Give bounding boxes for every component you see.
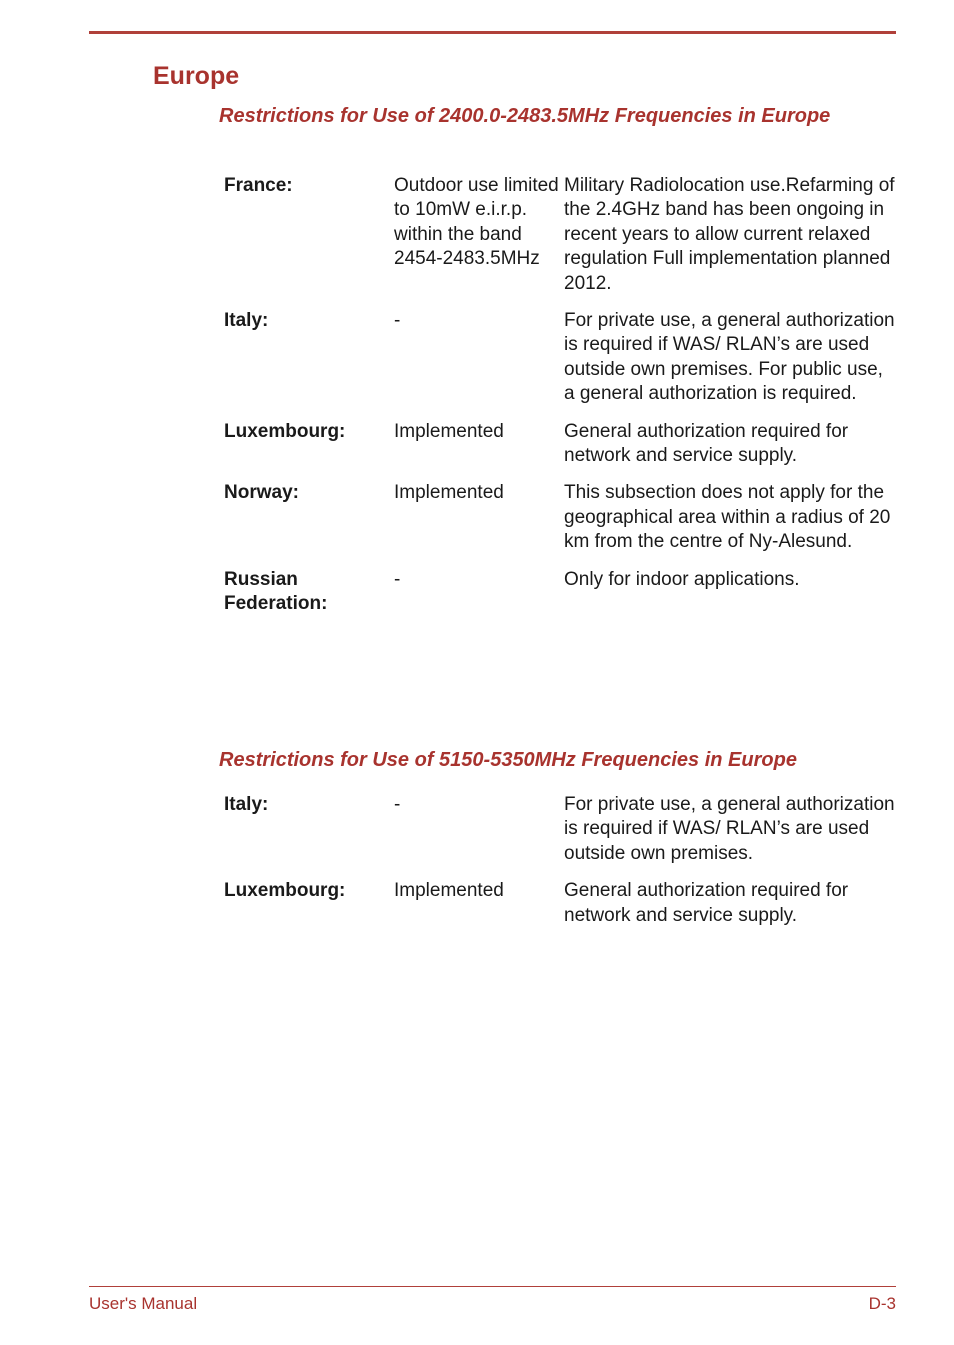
table2-heading: Restrictions for Use of 5150-5350MHz Frequencies in Europe	[219, 749, 797, 771]
note-cell: Only for indoor applications.	[564, 568, 800, 590]
country-cell: France:	[224, 175, 293, 196]
implementation-cell: Outdoor use limited to 10mW e.i.r.p. within the band 2454-2483.5MHz	[394, 175, 559, 270]
table-row	[224, 879, 896, 928]
table1-heading: Restrictions for Use of 2400.0-2483.5MHz Frequencies in Europe	[219, 105, 831, 127]
note-cell: General authorization required for network and service supply.	[564, 880, 849, 926]
country-cell: Italy:	[224, 794, 269, 815]
implementation-cell: Implemented	[394, 420, 504, 442]
table-row	[224, 309, 896, 407]
note-cell: General authorization required for network and service supply.	[564, 420, 849, 467]
implementation-cell: -	[394, 568, 401, 590]
implementation-cell: -	[394, 794, 401, 815]
table-5150mhz-restrictions	[224, 793, 896, 941]
country-cell: Russian Federation:	[224, 568, 328, 615]
table-row	[224, 568, 896, 617]
country-cell: Italy:	[224, 310, 269, 332]
note-cell: Military Radiolocation use.Refarming of the 2.4GHz band has been ongoing in recent years to allow current relaxed regulation Full implementation planned 2012.	[564, 175, 895, 294]
table-row	[224, 481, 896, 554]
implementation-cell: Implemented	[394, 482, 504, 504]
country-cell: Luxembourg:	[224, 420, 346, 442]
section-title: Europe	[153, 62, 240, 90]
country-cell: Luxembourg:	[224, 880, 346, 902]
country-cell: Norway:	[224, 482, 299, 504]
footer-manual-title: User's Manual	[89, 1294, 198, 1313]
table-row	[224, 420, 896, 469]
note-cell: For private use, a general authorization is required if WAS/ RLAN’s are used outside own premises. For public use, a general authorization is required.	[564, 310, 895, 405]
table-row	[224, 793, 896, 866]
page-number: D-3	[868, 1294, 896, 1313]
note-cell: For private use, a general authorization is required if WAS/ RLAN’s are used outside own premises.	[564, 794, 895, 864]
header-rule	[89, 31, 896, 34]
table-2400mhz-restrictions	[224, 174, 896, 630]
footer-rule	[89, 1286, 896, 1287]
implementation-cell: -	[394, 310, 401, 332]
table-row	[224, 174, 896, 296]
implementation-cell: Implemented	[394, 880, 504, 902]
note-cell: This subsection does not apply for the geographical area within a radius of 20 km from the centre of Ny-Alesund.	[564, 482, 891, 553]
